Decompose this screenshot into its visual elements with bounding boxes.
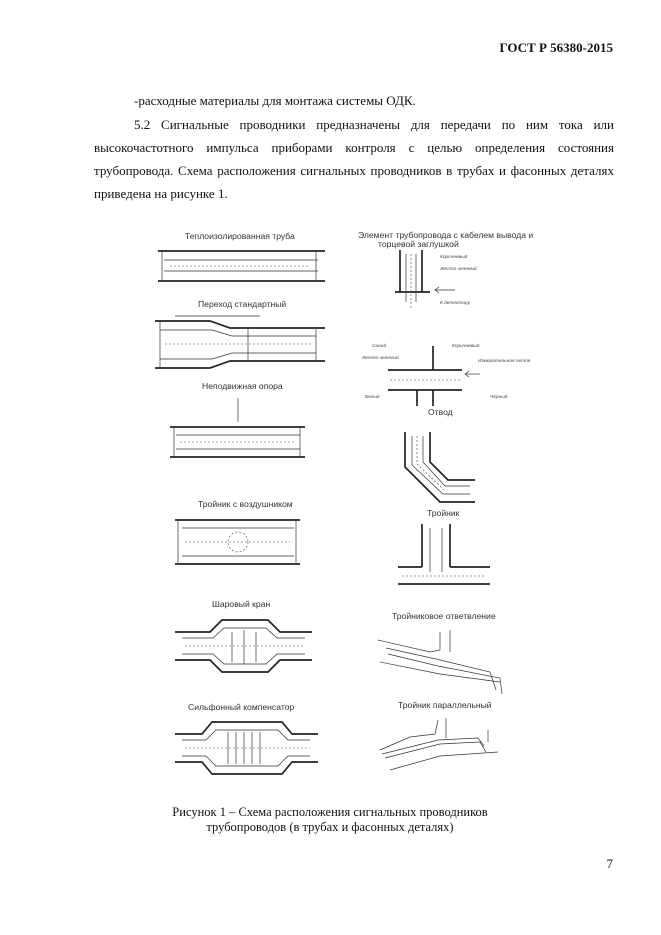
page-number: 7 [606, 856, 613, 871]
fig-tee-with-vent [175, 499, 300, 564]
small-blue: Синий [372, 344, 387, 349]
label-parallel-tee: Тройник параллельный [398, 700, 492, 710]
label-ball-valve: Шаровый кран [212, 599, 271, 609]
caption-line-2: трубопроводов (в трубах и фасонных деталях) [206, 820, 454, 834]
label-fixed-support: Неподвижная опора [202, 381, 283, 391]
small-black: Черный [490, 395, 508, 400]
fig-elbow [405, 407, 475, 502]
fig-end-cap-cable [358, 230, 533, 308]
label-tee: Тройник [427, 508, 460, 518]
fig-cable-output [361, 342, 531, 406]
fig-bellows-compensator [175, 702, 318, 774]
fig-insulated-pipe [158, 231, 325, 281]
fig-standard-reducer [155, 299, 325, 368]
label-insulated-pipe: Теплоизолированная труба [185, 231, 295, 241]
fig-parallel-tee [380, 700, 498, 770]
small-measure-loop: Измерительная петля [478, 359, 531, 364]
document-code: ГОСТ Р 56380-2015 [499, 40, 613, 55]
paragraph-signal-conductors: 5.2 Сигнальные проводники предназначены для передачи по ним тока или высокочастотного импульса приборами контроля с целью определения состояния трубопровода. Схема расположения сигнальных проводников в трубах и фасонных деталях приведена на рисунке 1. [94, 117, 614, 201]
small-brown-2: Коричневый [452, 344, 480, 349]
label-end-cap-2: торцевой заглушкой [378, 239, 459, 249]
schematic-drawing [140, 222, 534, 797]
fig-fixed-support [170, 381, 305, 457]
paragraph-materials: -расходные материалы для монтажа системы ОДК. [134, 93, 416, 108]
label-tee-branch: Тройниковое ответвление [392, 611, 496, 621]
caption-line-1: Рисунок 1 – Схема расположения сигнальных проводников [172, 805, 488, 819]
figure-caption [160, 805, 500, 835]
label-end-cap-1: Элемент трубопровода с кабелем вывода и [358, 230, 534, 240]
small-yellow-green-1: Желто-зеленый [440, 267, 477, 272]
label-bellows: Сильфонный компенсатор [188, 702, 295, 712]
label-elbow: Отвод [428, 407, 453, 417]
figure-signal-conductors [140, 222, 534, 797]
fig-ball-valve [175, 599, 312, 672]
label-reducer: Переход стандартный [198, 299, 287, 309]
label-tee-vent: Тройник с воздушником [198, 499, 293, 509]
fig-tee [398, 508, 490, 584]
small-yellow-green-2: Желто-зеленый [362, 356, 399, 361]
small-white: Белый [365, 395, 380, 400]
small-brown-1: Коричневый [440, 255, 468, 260]
small-to-detector: К детектору [440, 301, 470, 306]
fig-tee-branch [378, 611, 502, 694]
